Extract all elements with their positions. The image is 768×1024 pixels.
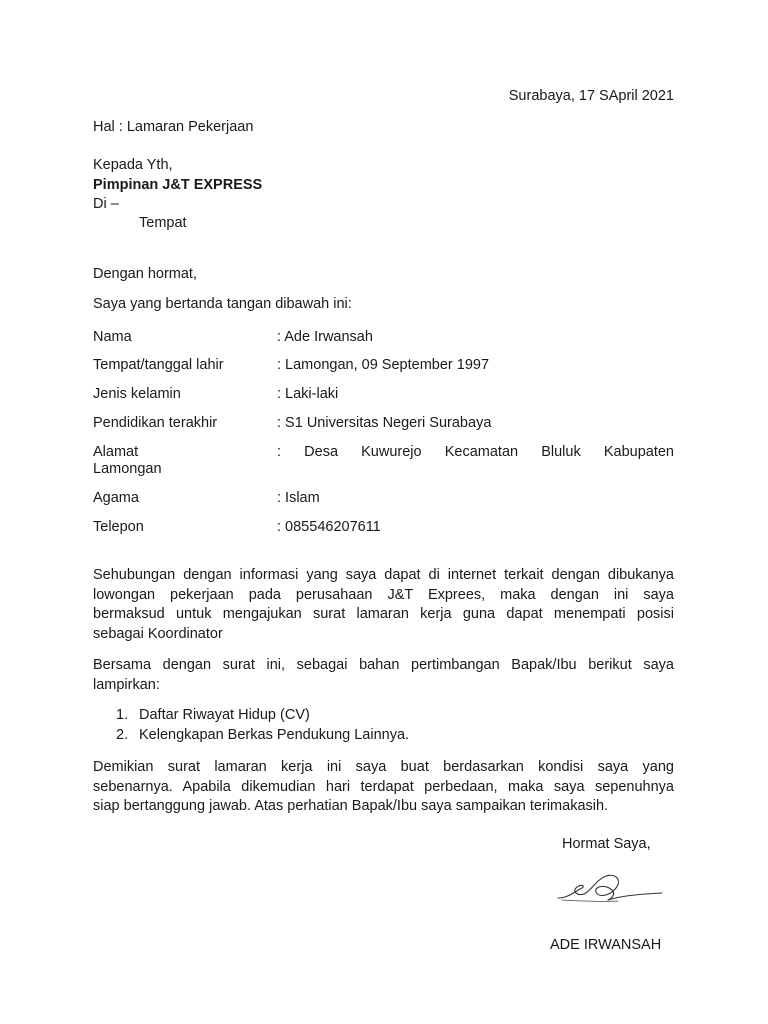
- recipient-greeting: Kepada Yth,: [93, 157, 173, 173]
- detail-row-phone: [93, 519, 674, 539]
- address-word: Kecamatan: [444, 444, 519, 460]
- detail-label: Nama: [93, 329, 132, 345]
- detail-value: : Laki-laki: [277, 386, 339, 402]
- paragraph-line: sebenarnya. Apabila dikemudian hari terdapat perbedaan, maka saya sepenuhnya: [93, 778, 674, 795]
- list-number: 2.: [116, 727, 129, 743]
- detail-row-nama: [93, 329, 674, 349]
- list-text: Kelengkapan Berkas Pendukung Lainnya.: [139, 727, 410, 743]
- address-word: Kabupaten: [603, 444, 674, 460]
- closing-text: Hormat Saya,: [562, 836, 651, 852]
- paragraph-line: Bersama dengan surat ini, sebagai bahan pertimbangan Bapak/Ibu berikut saya: [93, 657, 674, 673]
- detail-label: Alamat: [93, 444, 139, 460]
- address-word: :: [277, 444, 282, 460]
- intro-line: Saya yang bertanda tangan dibawah ini:: [93, 296, 352, 312]
- address-word: Desa: [304, 444, 339, 460]
- detail-row-gender: [93, 386, 674, 406]
- handwritten-signature: [540, 864, 670, 916]
- signer-name: ADE IRWANSAH: [550, 937, 662, 953]
- list-number: 1.: [116, 707, 129, 723]
- body-paragraph-2: [93, 656, 674, 695]
- paragraph-line: bermaksud untuk mengajukan surat lamaran kerja guna dapat menempati posisi: [93, 606, 674, 622]
- detail-value: : Islam: [277, 490, 320, 506]
- body-paragraph-3: [93, 758, 674, 817]
- address-word: Bluluk: [541, 444, 581, 460]
- detail-value: : S1 Universitas Negeri Surabaya: [277, 415, 492, 431]
- detail-label: Tempat/tanggal lahir: [93, 357, 224, 373]
- recipient-name: Pimpinan J&T EXPRESS: [93, 177, 263, 193]
- letter-date: Surabaya, 17 SApril 2021: [508, 88, 674, 104]
- body-paragraph-1: [93, 566, 674, 644]
- address-continuation: Lamongan: [93, 461, 162, 477]
- paragraph-line: lampirkan:: [93, 676, 160, 693]
- detail-row-religion: [93, 490, 674, 510]
- paragraph-line: sebagai Koordinator: [93, 625, 223, 642]
- detail-label: Telepon: [93, 519, 144, 535]
- paragraph-line: siap bertanggung jawab. Atas perhatian Bapak/Ibu saya sampaikan terimakasih.: [93, 798, 609, 814]
- detail-value: [277, 444, 674, 460]
- detail-label: Jenis kelamin: [93, 386, 181, 402]
- list-text: Daftar Riwayat Hidup (CV): [139, 707, 310, 723]
- recipient-place: Tempat: [139, 215, 187, 231]
- detail-value: : Lamongan, 09 September 1997: [277, 357, 490, 373]
- salutation: Dengan hormat,: [93, 266, 197, 282]
- detail-label: Pendidikan terakhir: [93, 415, 218, 431]
- recipient-di: Di –: [93, 196, 119, 212]
- paragraph-line: Demikian surat lamaran kerja ini saya buat berdasarkan kondisi saya yang: [93, 759, 674, 775]
- address-word: Kuwurejo: [361, 444, 422, 460]
- letter-subject: Hal : Lamaran Pekerjaan: [93, 119, 254, 135]
- detail-row-address: [93, 444, 674, 482]
- detail-row-ttl: [93, 357, 674, 377]
- detail-row-education: [93, 415, 674, 435]
- paragraph-line: Sehubungan dengan informasi yang saya dapat di internet terkait dengan dibukanya: [93, 567, 674, 583]
- paragraph-line: lowongan pekerjaan pada perusahaan J&T Exprees, maka dengan ini saya: [93, 586, 674, 603]
- detail-value: : 085546207611: [277, 519, 381, 535]
- detail-label: Agama: [93, 490, 139, 506]
- detail-value: : Ade Irwansah: [277, 329, 373, 345]
